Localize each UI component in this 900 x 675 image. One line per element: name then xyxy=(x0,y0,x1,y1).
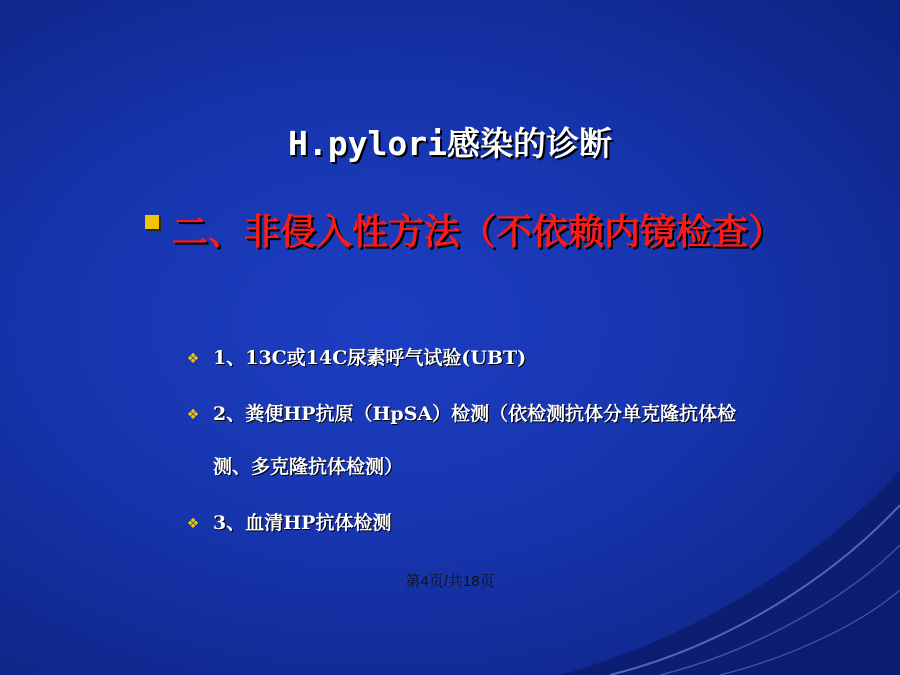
diamond-bullet-icon: ❖ xyxy=(186,351,200,367)
diamond-bullet-icon: ❖ xyxy=(186,516,200,532)
sub-point-2: 2、粪便HP抗原（HpSA）检测（依检测抗体分单克隆抗体检测、多克隆抗体检测） xyxy=(213,403,737,478)
sub-point-1: 1、13C或14C尿素呼气试验(UBT) xyxy=(213,347,527,369)
slide-title: H.pylori感染的诊断 xyxy=(288,124,612,163)
page-number: 第4页/共18页 xyxy=(405,573,495,590)
diamond-bullet-icon: ❖ xyxy=(186,407,200,423)
sub-point-3: 3、血清HP抗体检测 xyxy=(213,512,392,534)
square-bullet-icon xyxy=(145,215,159,229)
main-point: 二、非侵入性方法（不依赖内镜检查） xyxy=(172,212,785,253)
